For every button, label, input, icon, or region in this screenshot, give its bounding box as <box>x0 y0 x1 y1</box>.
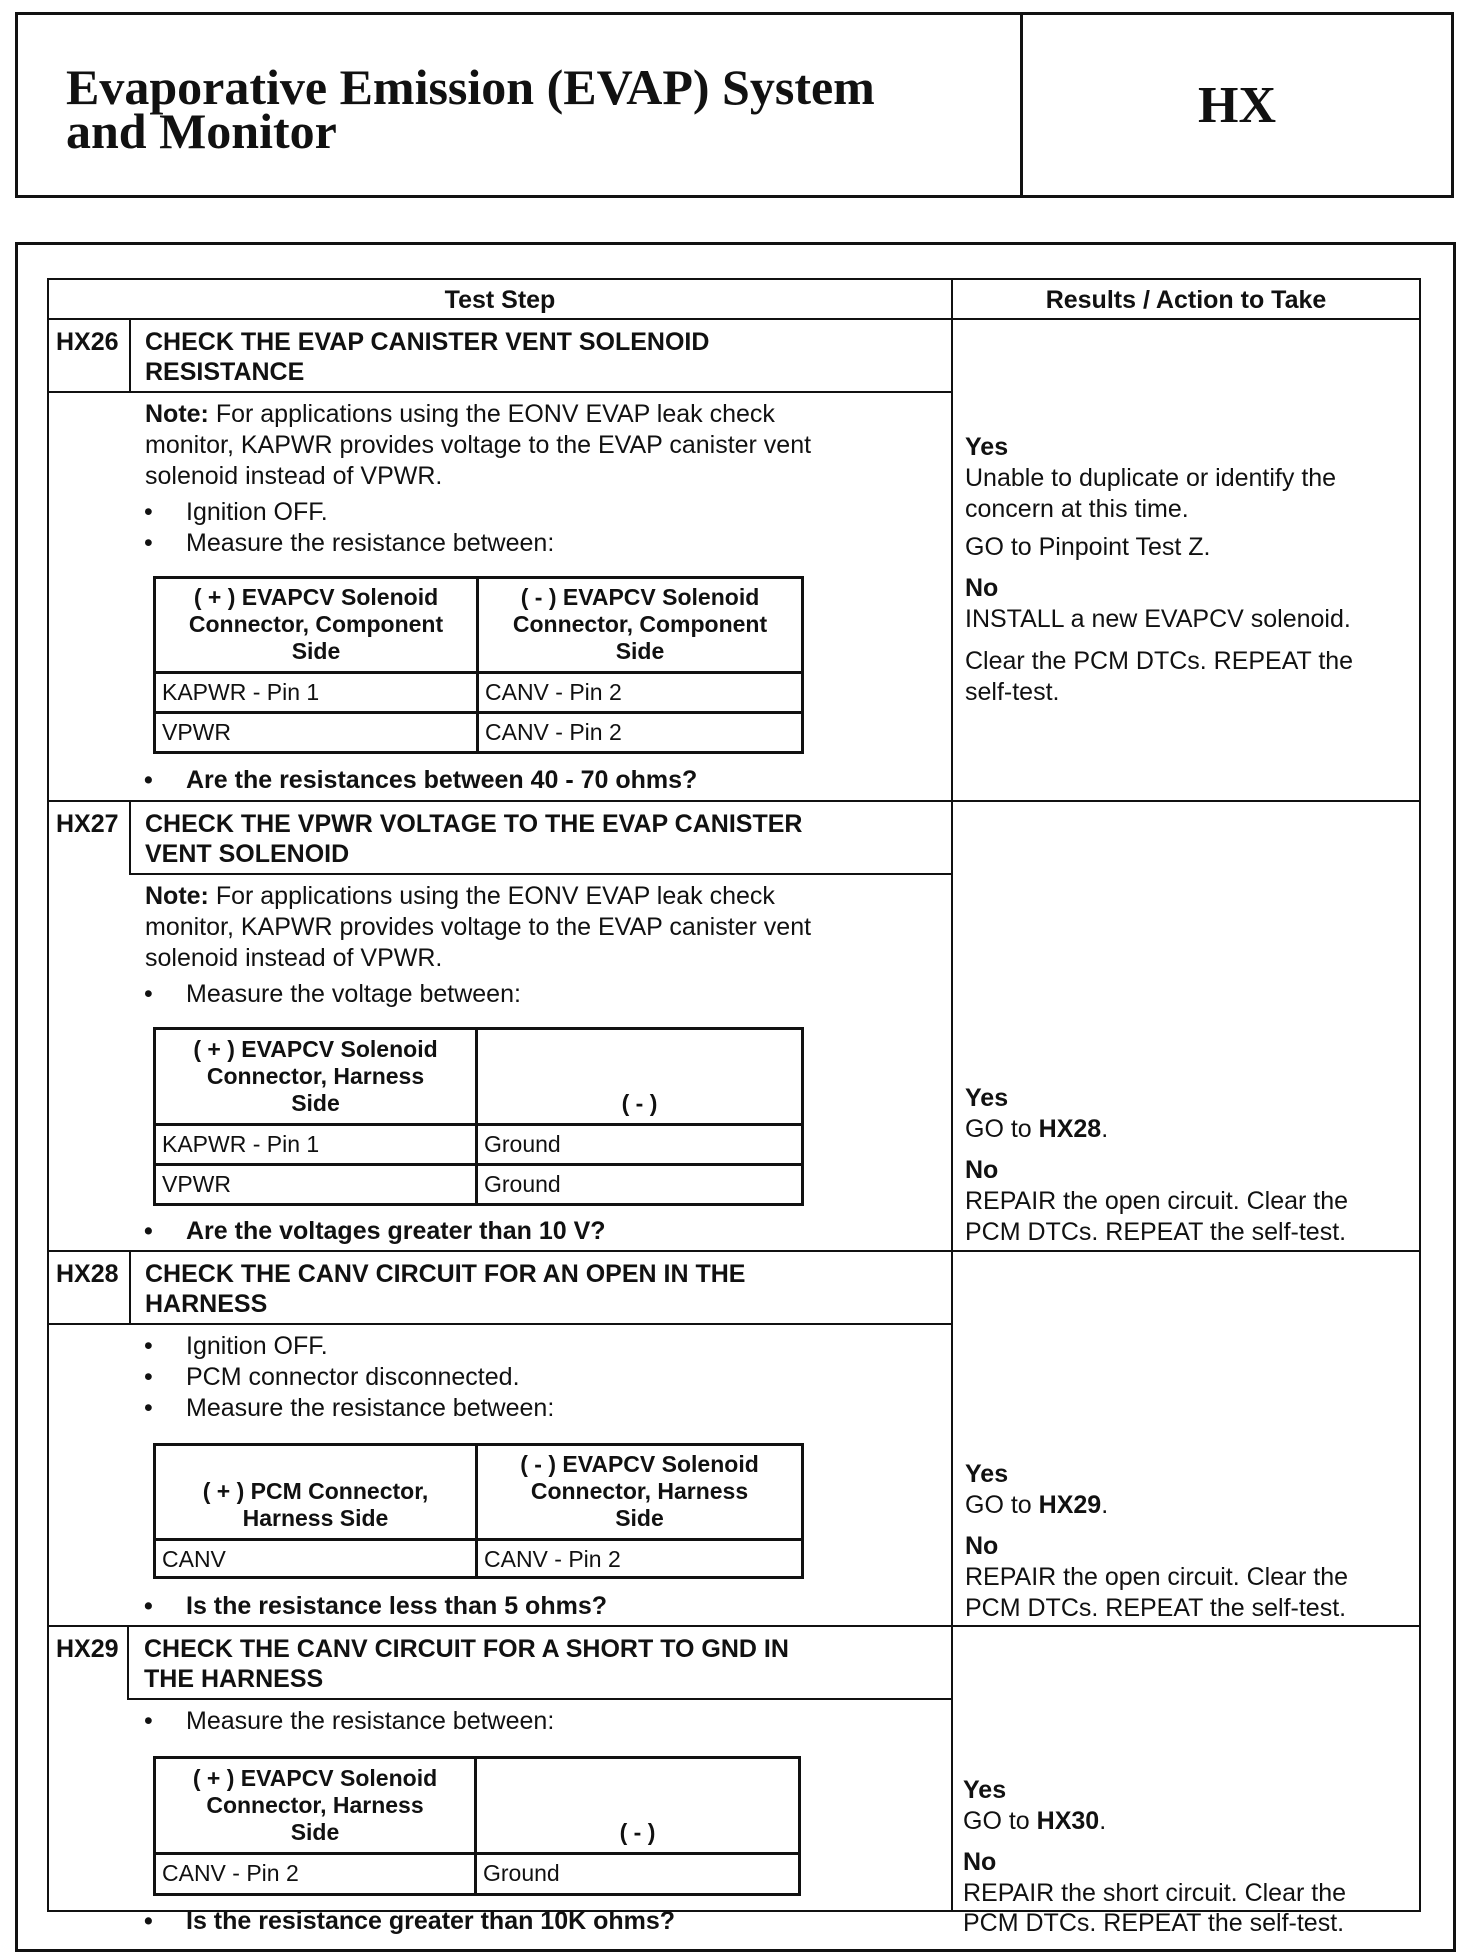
page-header <box>15 12 1454 198</box>
measurement-cell: VPWR <box>156 714 479 751</box>
column-header-test-step: Test Step <box>444 286 556 314</box>
note-text: For applications using the EONV EVAP leak check <box>208 882 775 910</box>
step-title-line1: CHECK THE CANV CIRCUIT FOR A SHORT TO GND IN <box>144 1635 789 1663</box>
measurement-cell: KAPWR - Pin 1 <box>156 1126 478 1166</box>
note-text: For applications using the EONV EVAP leak check <box>208 400 775 428</box>
step-note-line1 <box>145 881 775 912</box>
step-question: • Is the resistance greater than 10K ohms? <box>186 1906 675 1937</box>
step-question: • Are the resistances between 40 - 70 ohms? <box>186 765 697 796</box>
page-title <box>18 15 1023 195</box>
no-label: No <box>965 1156 999 1184</box>
yes-text: concern at this time. <box>965 495 1189 523</box>
step-id: HX26 <box>56 328 119 356</box>
measurement-cell: Ground <box>478 1126 801 1166</box>
no-text: PCM DTCs. REPEAT the self-test. <box>965 1218 1347 1246</box>
measurement-cell: CANV - Pin 2 <box>485 719 622 745</box>
no-text: self-test. <box>965 678 1060 706</box>
no-label: No <box>965 1532 999 1560</box>
measurement-header-negative: ( - ) <box>478 1030 801 1126</box>
measurement-header-negative: ( - ) EVAPCV Solenoid Connector, Component Side <box>479 579 801 674</box>
step-title-line2: RESISTANCE <box>145 358 305 386</box>
measurement-table <box>153 576 804 754</box>
step-question: • Is the resistance less than 5 ohms? <box>186 1591 607 1622</box>
go-to-step-link[interactable]: HX30 <box>1036 1807 1100 1835</box>
measurement-header-positive: ( + ) PCM Connector, Harness Side <box>156 1446 478 1541</box>
step-title-line2: VENT SOLENOID <box>145 840 350 868</box>
bullet-item: • Measure the voltage between: <box>186 979 521 1010</box>
yes-action: GO to HX28. <box>965 1115 1109 1143</box>
step-title-line1: CHECK THE EVAP CANISTER VENT SOLENOID <box>145 328 710 356</box>
step-note-line3: solenoid instead of VPWR. <box>145 944 443 972</box>
measurement-header-positive: ( + ) EVAPCV Solenoid Connector, Harness Side <box>156 1030 478 1126</box>
no-label: No <box>965 574 999 602</box>
yes-label: Yes <box>965 433 1009 461</box>
step-note-line3: solenoid instead of VPWR. <box>145 462 443 490</box>
measurement-header-negative: ( - ) <box>477 1759 798 1855</box>
step-id: HX27 <box>56 810 119 838</box>
step-note-line2: monitor, KAPWR provides voltage to the EVAP canister vent <box>145 913 812 941</box>
measurement-cell: CANV <box>156 1541 478 1576</box>
measurement-header-positive: ( + ) EVAPCV Solenoid Connector, Component Side <box>156 579 479 674</box>
no-text: REPAIR the open circuit. Clear the <box>965 1187 1349 1215</box>
measurement-cell: KAPWR - Pin 1 <box>156 674 479 714</box>
no-text: PCM DTCs. REPEAT the self-test. <box>965 1594 1347 1622</box>
yes-text: Unable to duplicate or identify the <box>965 464 1337 492</box>
step-note-line1 <box>145 399 775 430</box>
yes-label: Yes <box>965 1084 1009 1112</box>
step-id: HX28 <box>56 1260 119 1288</box>
step-question: • Are the voltages greater than 10 V? <box>186 1216 606 1247</box>
no-text: PCM DTCs. REPEAT the self-test. <box>963 1909 1345 1937</box>
yes-label: Yes <box>965 1460 1009 1488</box>
page-title-line1: Evaporative Emission (EVAP) System <box>66 59 875 115</box>
step-id: HX29 <box>56 1635 119 1663</box>
no-text: REPAIR the open circuit. Clear the <box>965 1563 1349 1591</box>
step-note-line2: monitor, KAPWR provides voltage to the EVAP canister vent <box>145 431 812 459</box>
measurement-cell: VPWR <box>156 1166 478 1203</box>
measurement-header-negative: ( - ) EVAPCV Solenoid Connector, Harness Side <box>478 1446 801 1541</box>
bullet-item: • Measure the resistance between: <box>186 1393 554 1424</box>
step-title-line1: CHECK THE CANV CIRCUIT FOR AN OPEN IN THE <box>145 1260 746 1288</box>
measurement-cell: Ground <box>484 1171 561 1197</box>
go-to-step-link[interactable]: HX28 <box>1038 1115 1102 1143</box>
measurement-cell: CANV - Pin 2 <box>479 674 801 714</box>
measurement-cell: CANV - Pin 2 <box>156 1855 477 1893</box>
column-header-results: Results / Action to Take <box>1045 286 1327 314</box>
measurement-table <box>153 1027 804 1206</box>
yes-action: GO to HX29. <box>965 1491 1109 1519</box>
no-text: INSTALL a new EVAPCV solenoid. <box>965 605 1351 633</box>
bullet-item: • Ignition OFF. <box>186 497 328 528</box>
note-label: Note: <box>145 400 209 428</box>
yes-label: Yes <box>963 1776 1007 1804</box>
measurement-cell: CANV - Pin 2 <box>484 1546 621 1572</box>
measurement-header-positive: ( + ) EVAPCV Solenoid Connector, Harness Side <box>156 1759 477 1855</box>
measurement-table <box>153 1443 804 1579</box>
measurement-cell: Ground <box>483 1860 560 1886</box>
bullet-item: • Measure the resistance between: <box>186 528 554 559</box>
step-title-line2: THE HARNESS <box>144 1665 324 1693</box>
no-text: REPAIR the short circuit. Clear the <box>963 1879 1347 1907</box>
step-title-line1: CHECK THE VPWR VOLTAGE TO THE EVAP CANISTER <box>145 810 803 838</box>
bullet-item: • Measure the resistance between: <box>186 1706 554 1737</box>
go-to-step-link[interactable]: HX29 <box>1038 1491 1102 1519</box>
bullet-item: • Ignition OFF. <box>186 1331 328 1362</box>
no-label: No <box>963 1848 997 1876</box>
no-text: Clear the PCM DTCs. REPEAT the <box>965 647 1354 675</box>
bullet-item: • PCM connector disconnected. <box>186 1362 520 1393</box>
measurement-table <box>153 1756 801 1896</box>
page-title-line2: and Monitor <box>66 103 337 159</box>
yes-action: GO to HX30. <box>963 1807 1107 1835</box>
step-title-line2: HARNESS <box>145 1290 268 1318</box>
section-code: HX <box>1198 76 1276 134</box>
note-label: Note: <box>145 882 209 910</box>
yes-action: GO to Pinpoint Test Z. <box>965 533 1211 561</box>
